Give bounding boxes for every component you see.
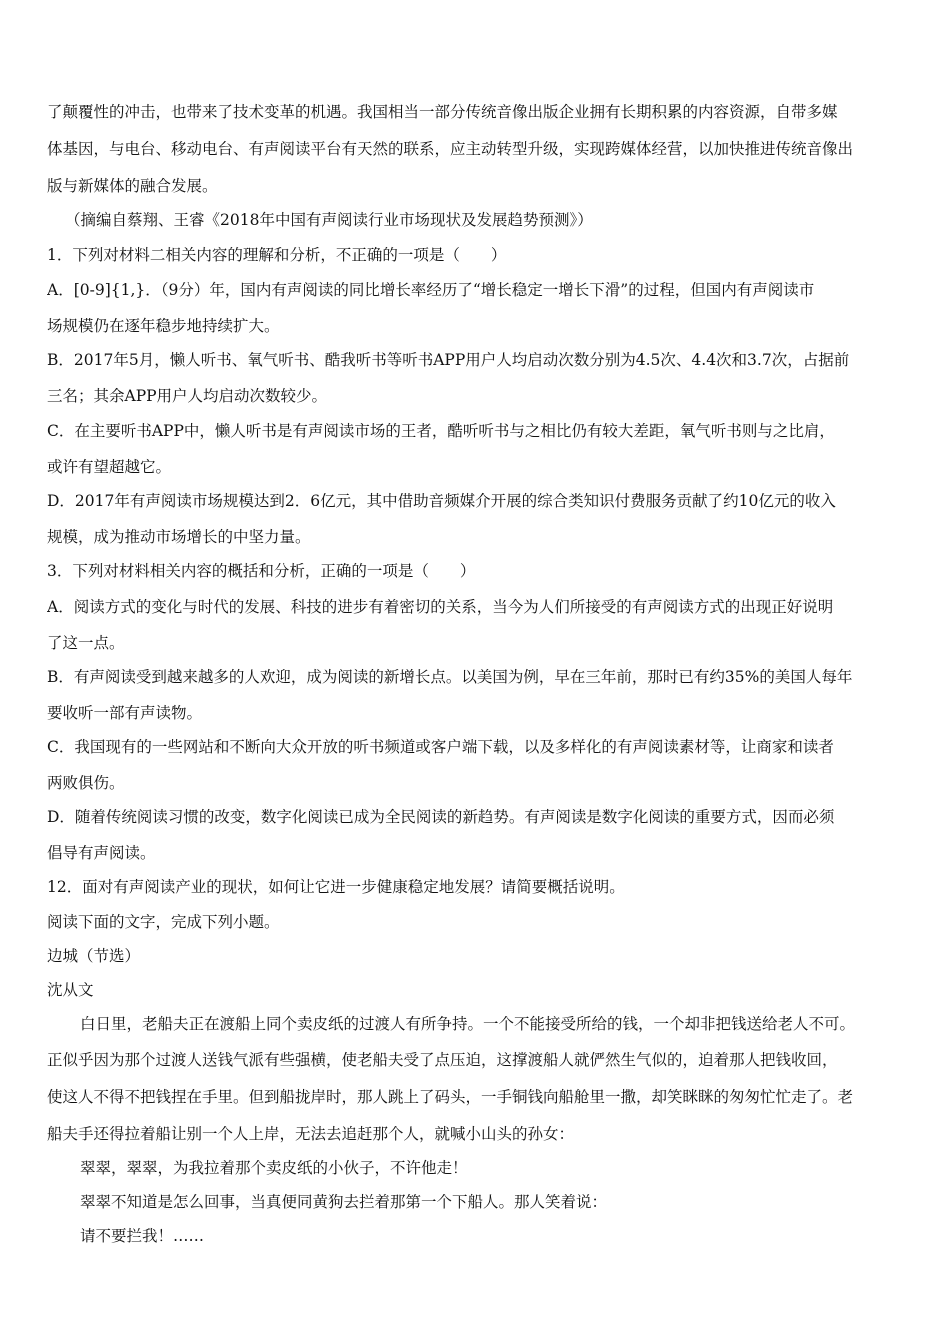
material2-line-2: 体基因，与电台、移动电台、有声阅读平台有天然的联系，应主动转型升级，实现跨媒体经营，以加快推进传统音像出 — [47, 140, 854, 158]
passage-para1-line-4: 船夫手还得拉着船让别一个人上岸，无法去追赶那个人，就喊小山头的孙女： — [47, 1125, 575, 1143]
question3-option-a-line-1: A．阅读方式的变化与时代的发展、科技的进步有着密切的关系，当今为人们所接受的有声阅读方式的出现正好说明 — [47, 598, 834, 616]
passage-para1-line-3: 使这人不得不把钱捏在手里。但到船拢岸时，那人跳上了码头，一手铜钱向船舱里一撒，却笑眯眯的匆匆忙忙走了。老 — [47, 1088, 854, 1106]
material2-source: （摘编自蔡翔、王睿《2018年中国有声阅读行业市场现状及发展趋势预测》） — [65, 211, 593, 229]
question1-option-c-line-2: 或许有望超越它。 — [47, 458, 172, 476]
question1-option-b-line-2: 三名；其余APP用户人均启动次数较少。 — [47, 387, 328, 405]
question1-option-a-line-1: A．[0-9]{1,}．（9分）年，国内有声阅读的同比增长率经历了“增长稳定一增长下滑”的过程，但国内有声阅读市 — [47, 281, 815, 299]
passage-title: 边城（节选） — [47, 947, 141, 965]
material2-line-3: 版与新媒体的融合发展。 — [47, 177, 218, 195]
question1-option-d-line-2: 规模，成为推动市场增长的中坚力量。 — [47, 528, 311, 546]
question3-option-b-line-2: 要收听一部有声读物。 — [47, 704, 203, 722]
question3-option-a-line-2: 了这一点。 — [47, 634, 125, 652]
material2-line-1: 了颠覆性的冲击，也带来了技术变革的机遇。我国相当一部分传统音像出版企业拥有长期积累的内容资源，自带多媒 — [47, 103, 838, 121]
passage-para1-line-1: 白日里，老船夫正在渡船上同个卖皮纸的过渡人有所争持。一个不能接受所给的钱，一个却非把钱送给老人不可。 — [80, 1015, 856, 1033]
passage-para4: 请不要拦我！…… — [80, 1227, 205, 1245]
passage-author: 沈从文 — [47, 981, 94, 999]
question1-option-a-line-2: 场规模仍在逐年稳步地持续扩大。 — [47, 317, 280, 335]
question3-option-b-line-1: B．有声阅读受到越来越多的人欢迎，成为阅读的新增长点。以美国为例，早在三年前，那时已有约35%的美国人每年 — [47, 668, 853, 686]
passage-para2: 翠翠，翠翠，为我拉着那个卖皮纸的小伙子，不许他走！ — [80, 1159, 468, 1177]
passage-para3: 翠翠不知道是怎么回事，当真便同黄狗去拦着那第一个下船人。那人笑着说： — [80, 1193, 608, 1211]
question1-stem: 1．下列对材料二相关内容的理解和分析，不正确的一项是（ ） — [47, 246, 507, 264]
question1-option-d-line-1: D．2017年有声阅读市场规模达到2．6亿元，其中借助音频媒介开展的综合类知识付费服务贡献了约10亿元的收入 — [47, 492, 836, 510]
question3-option-c-line-1: C．我国现有的一些网站和不断向大众开放的听书频道或客户端下载，以及多样化的有声阅读素材等，让商家和读者 — [47, 738, 834, 756]
question3-option-c-line-2: 两败俱伤。 — [47, 774, 125, 792]
question3-option-d-line-2: 倡导有声阅读。 — [47, 844, 156, 862]
question1-option-b-line-1: B．2017年5月，懒人听书、氧气听书、酷我听书等听书APP用户人均启动次数分别为4.5次、4.4次和3.7次，占据前 — [47, 351, 850, 369]
passage-para1-line-2: 正似乎因为那个过渡人送钱气派有些强横，使老船夫受了点压迫，这撑渡船人就俨然生气似的，迫着那人把钱收回， — [47, 1051, 838, 1069]
question12-stem: 12．面对有声阅读产业的现状，如何让它进一步健康稳定地发展？请简要概括说明。 — [47, 878, 625, 896]
reading-instruction: 阅读下面的文字，完成下列小题。 — [47, 913, 280, 931]
question3-stem: 3．下列对材料相关内容的概括和分析，正确的一项是（ ） — [47, 562, 476, 580]
question3-option-d-line-1: D．随着传统阅读习惯的改变，数字化阅读已成为全民阅读的新趋势。有声阅读是数字化阅读的重要方式，因而必须 — [47, 808, 835, 826]
question1-option-c-line-1: C．在主要听书APP中，懒人听书是有声阅读市场的王者，酷听听书与之相比仍有较大差距，氧气听书则与之比肩， — [47, 422, 835, 440]
